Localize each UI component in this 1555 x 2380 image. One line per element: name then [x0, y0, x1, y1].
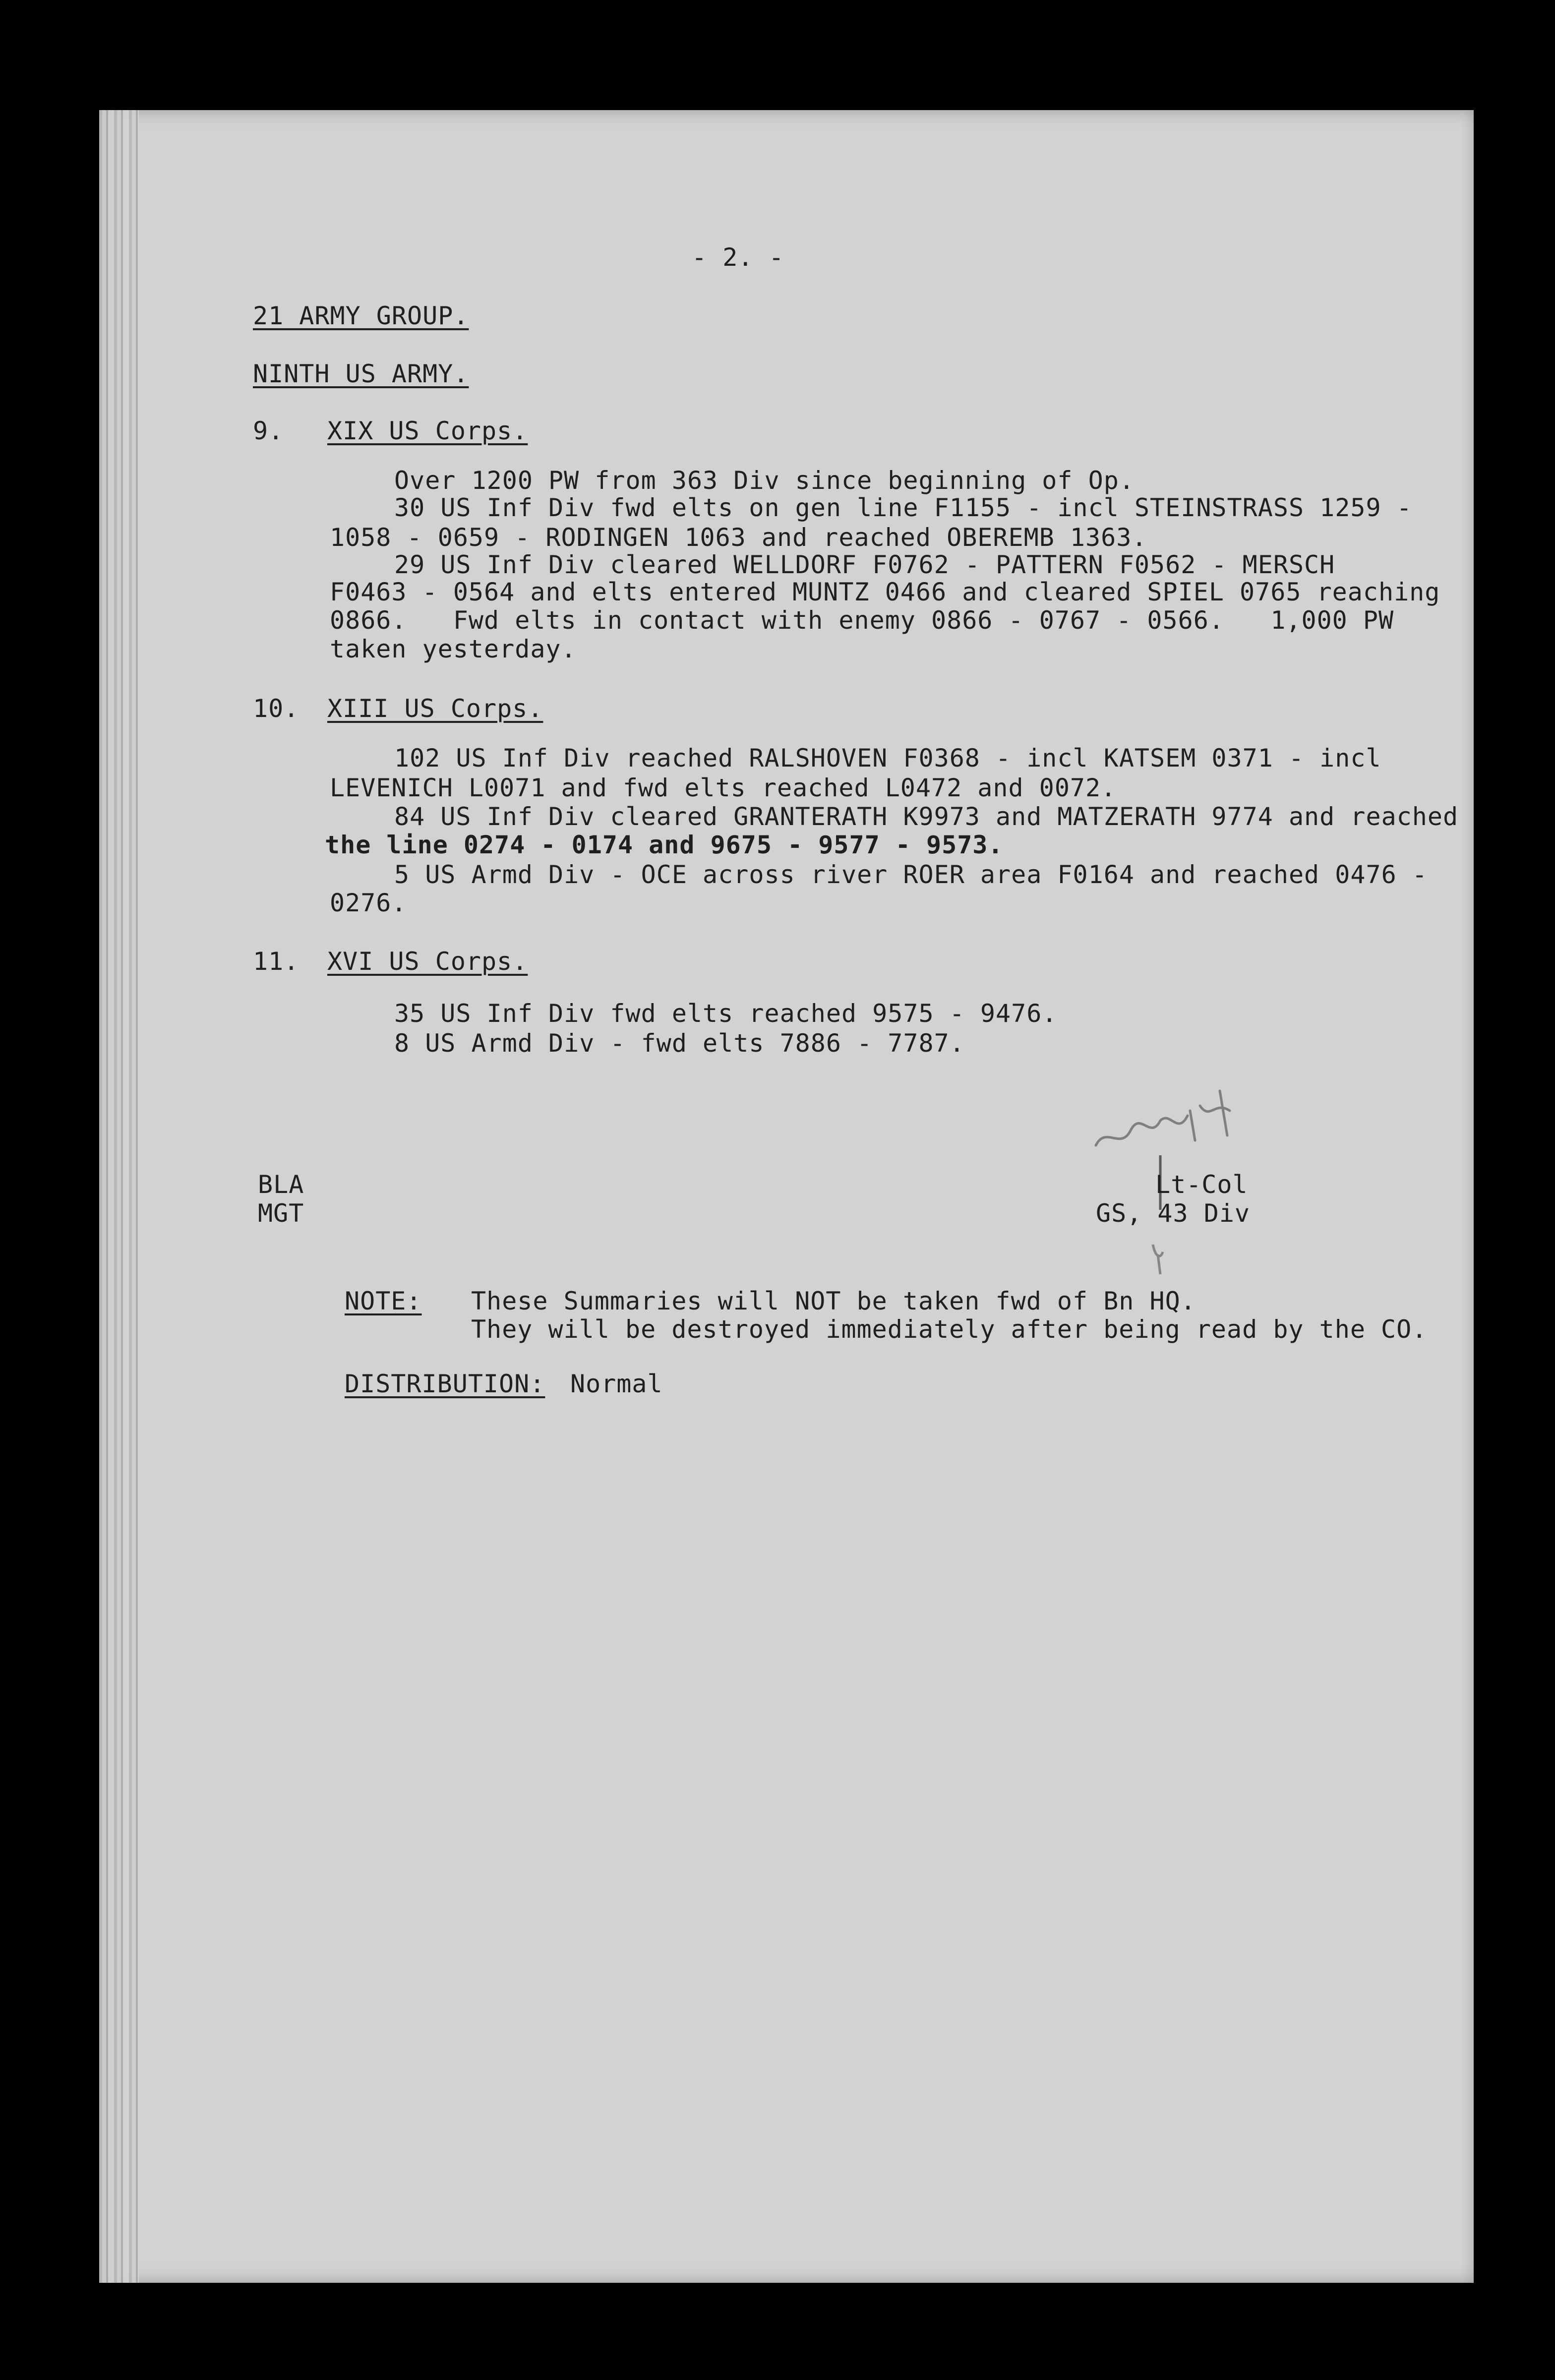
heading-army-group: 21 ARMY GROUP. [253, 301, 469, 330]
page-number: - 2. - [692, 243, 784, 272]
signature-appointment: GS, 43 Div [1096, 1199, 1251, 1228]
section-line: 84 US Inf Div cleared GRANTERATH K9973 and MATZERATH 9774 and reached [394, 802, 1459, 831]
section-line: Over 1200 PW from 363 Div since beginning of Op. [394, 466, 1135, 495]
initials-line: BLA [258, 1170, 304, 1199]
document-page [99, 110, 1474, 2283]
section-number: 10. [253, 694, 299, 723]
section-number: 9. [253, 416, 284, 445]
section-title: XVI US Corps. [327, 947, 528, 976]
section-line: 29 US Inf Div cleared WELLDORF F0762 - PATTERN F0562 - MERSCH [394, 550, 1335, 579]
distribution-value: Normal [570, 1369, 663, 1398]
section-line: 35 US Inf Div fwd elts reached 9575 - 9476. [394, 999, 1058, 1028]
note-line: They will be destroyed immediately after being read by the CO. [471, 1315, 1428, 1344]
heading-army: NINTH US ARMY. [253, 359, 469, 388]
section-line: 1058 - 0659 - RODINGEN 1063 and reached OBEREMB 1363. [330, 523, 1147, 552]
section-line: 0866. Fwd elts in contact with enemy 0866 - 0767 - 0566. 1,000 PW [330, 606, 1394, 635]
section-line: 8 US Armd Div - fwd elts 7886 - 7787. [394, 1029, 965, 1058]
page-edge [99, 110, 139, 2283]
section-title: XIX US Corps. [327, 416, 528, 445]
section-line: 30 US Inf Div fwd elts on gen line F1155 - incl STEINSTRASS 1259 - [394, 493, 1412, 522]
section-line: 0276. [330, 889, 407, 917]
signature-rank: Lt-Col [1155, 1170, 1248, 1199]
section-line: the line 0274 - 0174 and 9675 - 9577 - 9573. [325, 831, 1004, 859]
initials-line: MGT [258, 1199, 304, 1228]
distribution-label: DISTRIBUTION: [345, 1369, 545, 1398]
section-line: F0463 - 0564 and elts entered MUNTZ 0466 and cleared SPIEL 0765 reaching [330, 578, 1440, 606]
section-line: 102 US Inf Div reached RALSHOVEN F0368 - incl KATSEM 0371 - incl [394, 744, 1381, 773]
section-title: XIII US Corps. [327, 694, 543, 723]
section-number: 11. [253, 947, 299, 976]
section-line: LEVENICH L0071 and fwd elts reached L0472 and 0072. [330, 774, 1117, 802]
note-line: These Summaries will NOT be taken fwd of Bn HQ. [471, 1287, 1196, 1315]
section-line: 5 US Armd Div - OCE across river ROER area F0164 and reached 0476 - [394, 860, 1428, 889]
note-label: NOTE: [345, 1287, 422, 1315]
section-line: taken yesterday. [330, 635, 577, 663]
